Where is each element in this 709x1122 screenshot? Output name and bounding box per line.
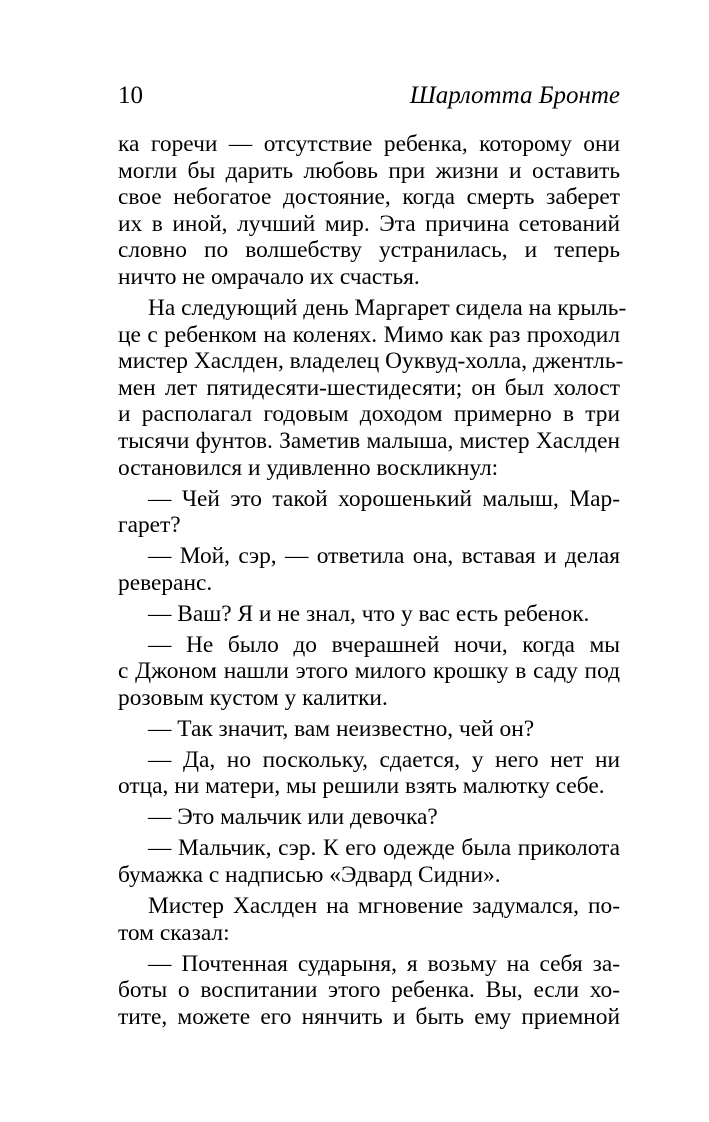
paragraph — [118, 951, 620, 1031]
text-line: На следующий день Маргарет сидела на крыль- — [148, 294, 627, 321]
text-line: свое небогатое достояние, когда смерть заберет — [118, 184, 620, 211]
paragraph — [118, 486, 620, 539]
paragraph — [118, 747, 620, 800]
text-line: отца, ни матери, мы решили взять малютку себе. — [118, 773, 605, 800]
paragraph — [118, 131, 620, 291]
text-line: том сказал: — [118, 919, 230, 946]
text-line: и располагал годовым доходом примерно в три — [118, 401, 620, 428]
text-line: — Ваш? Я и не знал, что у вас есть ребенок. — [148, 600, 590, 627]
text-line: Мистер Хаслден на мгновение задумался, по- — [148, 892, 620, 919]
paragraph — [118, 835, 620, 888]
paragraph — [118, 893, 620, 946]
page-number: 10 — [118, 82, 143, 109]
text-line: с Джоном нашли этого милого крошку в саду под — [118, 658, 620, 685]
text-line: остановился и удивленно воскликнул: — [118, 454, 499, 481]
text-line: реверанс. — [118, 569, 213, 596]
text-line: — Мой, сэр, — ответила она, вставая и делая — [148, 543, 620, 570]
text-line: гарет? — [118, 512, 181, 539]
text-line: розовым кустом у калитки. — [118, 684, 388, 711]
text-line: — Не было до вчерашней ночи, когда мы — [148, 631, 620, 658]
running-head — [118, 80, 620, 112]
paragraph — [118, 632, 620, 712]
paragraph — [118, 804, 620, 831]
paragraph — [118, 543, 620, 596]
text-line: тите, можете его нянчить и быть ему приемной — [118, 1003, 620, 1030]
text-line: ка горечи — отсутствие ребенка, которому они — [118, 131, 620, 157]
text-line: — Почтенная сударыня, я возьму на себя за- — [148, 950, 620, 977]
body-text — [118, 131, 627, 1030]
paragraph — [118, 716, 620, 743]
text-line: це с ребенком на коленях. Мимо как раз проходил — [118, 321, 620, 348]
text-line: — Это мальчик или девочка? — [148, 804, 438, 831]
text-line: мистер Хаслден, владелец Оуквуд-холла, джентль- — [118, 348, 624, 375]
text-line: — Так значит, вам неизвестно, чей он? — [148, 715, 535, 742]
text-line: — Да, но поскольку, сдается, у него нет ни — [148, 746, 620, 773]
text-line: мен лет пятидесяти-шестидесяти; он был холост — [118, 374, 620, 401]
text-line: их в иной, лучший мир. Эта причина сетований — [118, 210, 620, 237]
running-title: Шарлотта Бронте — [409, 82, 620, 109]
text-line: ничто не омрачало их счастья. — [118, 263, 420, 290]
text-line: тысячи фунтов. Заметив малыша, мистер Хаслден — [118, 427, 620, 454]
text-line: бумажка с надписью «Эдвард Сидни». — [118, 861, 501, 888]
text-line: могли бы дарить любовь при жизни и оставить — [118, 157, 620, 184]
paragraph — [118, 294, 627, 481]
text-line: — Мальчик, сэр. К его одежде была приколота — [148, 835, 620, 862]
text-line: — Чей это такой хорошенький малыш, Мар- — [148, 485, 620, 512]
paragraph — [118, 601, 620, 628]
text-line: словно по волшебству устранилась, и теперь — [118, 237, 620, 264]
text-line: боты о воспитании этого ребенка. Вы, если хо- — [118, 977, 620, 1004]
